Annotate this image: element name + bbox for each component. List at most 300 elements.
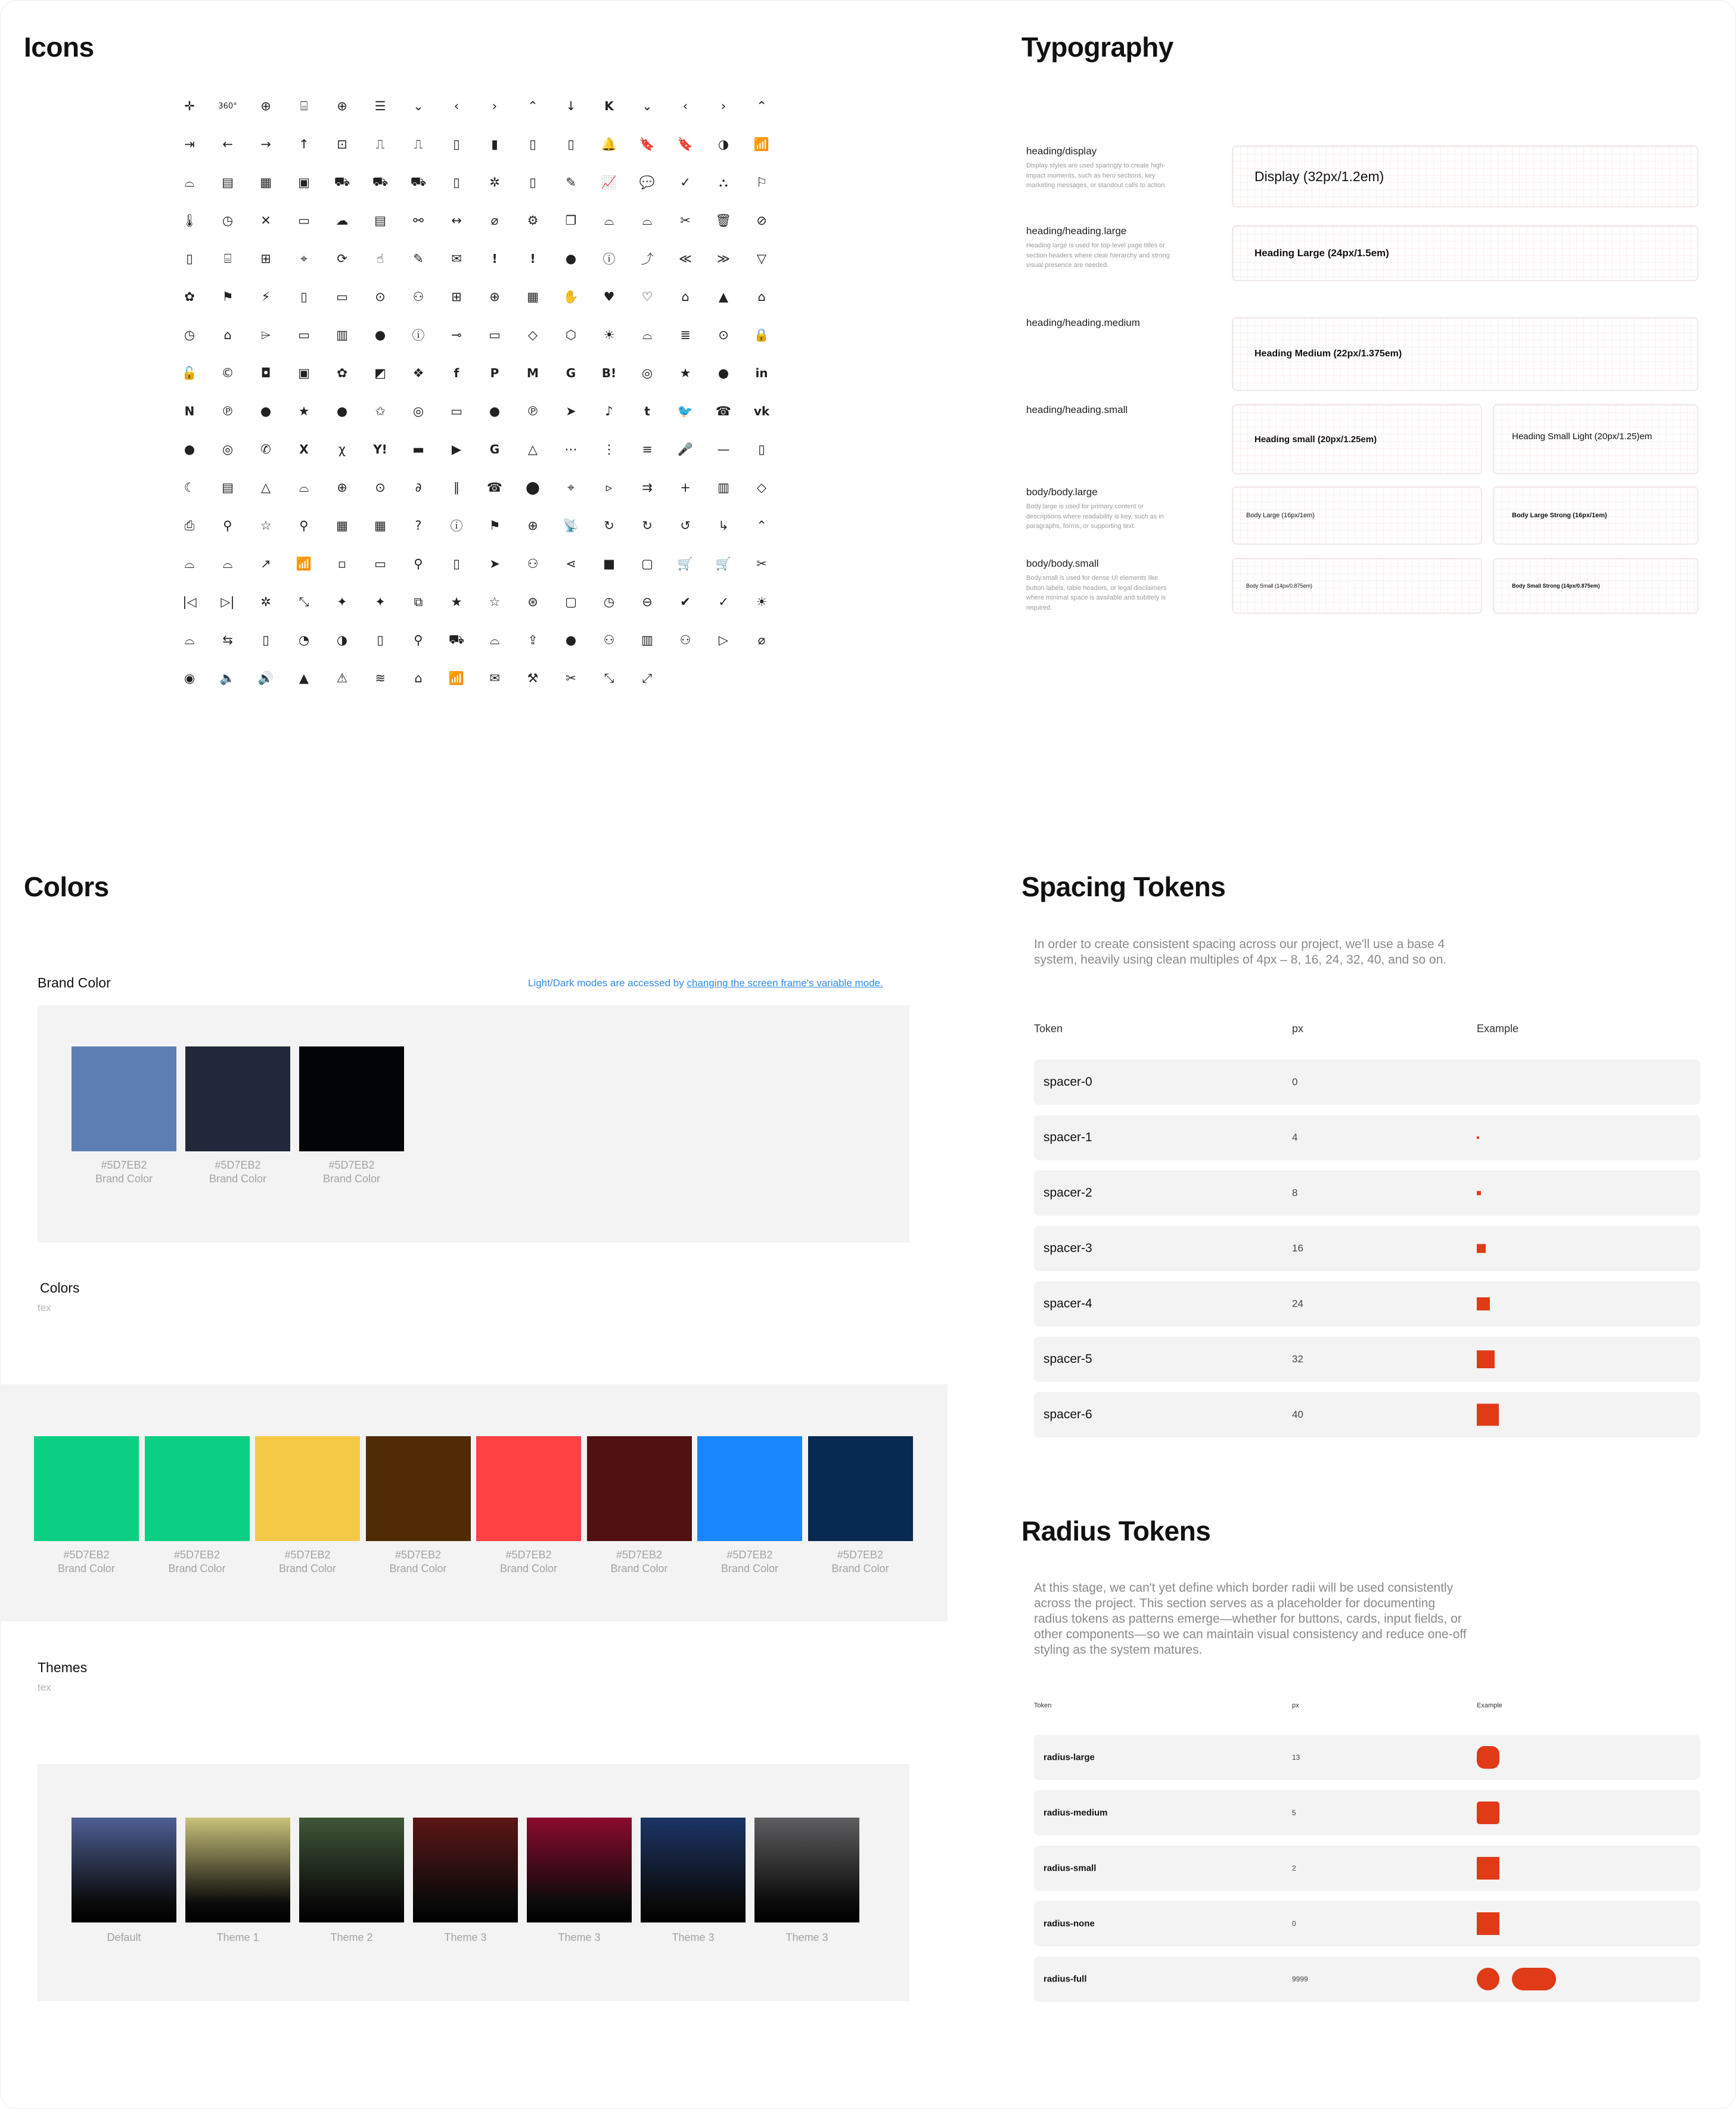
icon-glyph[interactable]: ▯ [453, 175, 460, 190]
token-name: spacer-0 [1044, 1075, 1092, 1089]
icon-glyph[interactable]: ✋ [563, 289, 579, 304]
icon-glyph[interactable]: ☀ [756, 595, 768, 609]
icon-glyph[interactable]: ⌓ [489, 632, 500, 647]
icon-glyph[interactable]: ⌂ [414, 671, 423, 685]
icon-glyph[interactable]: ▷ [718, 633, 729, 647]
icon-glyph[interactable]: ⤡ [604, 670, 614, 685]
icon-glyph[interactable]: ▭ [298, 328, 310, 342]
icon-glyph[interactable]: ⓘ [603, 252, 616, 266]
icon-glyph[interactable]: ! [530, 251, 536, 266]
icon-glyph[interactable]: ☆ [260, 518, 272, 533]
token-px: 9999 [1292, 1975, 1308, 1983]
spacing-example [1477, 1297, 1490, 1310]
theme-gradient [754, 1818, 859, 1922]
icon-glyph[interactable]: ↻ [604, 518, 614, 533]
icon-glyph[interactable]: 📶 [296, 556, 312, 571]
icon-glyph[interactable]: ▯ [529, 137, 536, 151]
icon-glyph[interactable]: ♥ [603, 290, 615, 304]
icon-glyph[interactable]: ⊕ [489, 290, 500, 304]
icon-glyph[interactable]: ✎ [566, 175, 576, 190]
spacing-example [1477, 1136, 1479, 1139]
icon-glyph[interactable]: ⚲ [414, 557, 423, 571]
icon-glyph[interactable]: ● [260, 404, 272, 418]
icon-glyph[interactable]: |◁ [182, 595, 197, 609]
icon-glyph[interactable]: ▯ [186, 251, 193, 266]
icon-glyph[interactable]: ● [718, 366, 729, 380]
icon-glyph[interactable]: ⚇ [527, 557, 539, 571]
icon-glyph[interactable]: ✿ [184, 290, 195, 304]
icon-glyph[interactable]: 🔒 [753, 327, 770, 342]
icon-glyph[interactable]: ⌓ [642, 213, 653, 228]
icon-glyph[interactable]: ☰ [374, 99, 386, 113]
swatch-hex: #5D7EB2 [837, 1549, 884, 1561]
icon-glyph[interactable]: ✓ [718, 595, 729, 609]
icon-glyph[interactable]: ▭ [451, 404, 462, 418]
icon-glyph[interactable]: ❐ [565, 213, 577, 228]
icon-glyph[interactable]: ⌂ [757, 290, 766, 304]
icon-glyph[interactable]: ✩ [375, 404, 386, 418]
icon-glyph[interactable]: ⚐ [756, 175, 768, 190]
swatch-color [34, 1436, 139, 1541]
icon-glyph[interactable]: ⚑ [222, 290, 234, 304]
icon-glyph[interactable]: ↔ [451, 213, 462, 228]
icon-glyph[interactable]: ✛ [184, 99, 195, 113]
icon-glyph[interactable]: ⌸ [223, 251, 232, 266]
icon-glyph[interactable]: ☎ [715, 404, 732, 418]
icon-glyph[interactable]: › [721, 99, 726, 113]
icon-glyph[interactable]: ✎ [413, 251, 424, 266]
icon-glyph[interactable]: → [260, 137, 271, 151]
palette-swatch [366, 1436, 471, 1576]
icon-glyph[interactable]: ⤡ [299, 594, 309, 609]
icon-glyph[interactable]: ⌖ [300, 251, 308, 266]
icon-glyph[interactable]: t [644, 404, 650, 418]
icon-glyph[interactable]: vk [753, 404, 770, 418]
icon-glyph[interactable]: ⊸ [451, 328, 462, 342]
theme-swatch[interactable] [754, 1818, 859, 1945]
typo-label [1026, 486, 1175, 532]
icon-glyph[interactable]: ▯ [529, 175, 536, 190]
icon-glyph[interactable]: ⌸ [300, 98, 308, 113]
icon-glyph[interactable]: ↓ [566, 99, 576, 113]
icon-glyph[interactable]: ℗ [526, 404, 539, 418]
icon-glyph[interactable]: ✂ [566, 671, 576, 685]
icon-glyph[interactable]: ✓ [680, 175, 691, 190]
icon-glyph[interactable]: ▦ [374, 518, 386, 533]
theme-swatch[interactable] [641, 1818, 746, 1945]
icon-glyph[interactable]: ▷| [221, 595, 235, 609]
icon-glyph[interactable]: 360° [218, 101, 237, 111]
icon-glyph[interactable]: ◎ [222, 442, 234, 456]
icon-glyph[interactable]: ⊖ [642, 595, 653, 609]
icon-glyph[interactable]: ≡ [642, 442, 653, 456]
swatch-name: Brand Color [389, 1563, 447, 1574]
spacing-example [1477, 1191, 1481, 1195]
icon-glyph[interactable]: ◉ [184, 671, 195, 685]
icon-glyph[interactable]: ⌓ [184, 175, 195, 190]
icon-glyph[interactable]: ▯ [377, 633, 384, 647]
icon-glyph[interactable]: ↻ [642, 518, 653, 533]
icon-glyph[interactable]: ▯ [453, 557, 460, 571]
icon-glyph[interactable]: ⚑ [489, 518, 501, 533]
icon-glyph[interactable]: ◇ [527, 328, 538, 342]
icon-glyph[interactable]: ◑ [718, 137, 729, 151]
icon-glyph[interactable]: 🔓 [181, 365, 198, 380]
icon-glyph[interactable]: ⌃ [527, 99, 538, 113]
icon-glyph[interactable]: ⊙ [718, 328, 729, 342]
icon-glyph[interactable]: ▢ [641, 557, 653, 571]
icon-glyph[interactable]: ◷ [603, 595, 615, 609]
icon-glyph[interactable]: ⚡ [261, 290, 271, 304]
icon-glyph[interactable]: ∥ [453, 480, 460, 495]
icon-glyph[interactable]: 🔈 [219, 670, 236, 685]
icon-glyph[interactable]: ⟳ [337, 251, 347, 266]
icon-glyph[interactable]: ▥ [718, 480, 729, 495]
icon-glyph[interactable]: 📡 [563, 518, 579, 533]
icon-glyph[interactable]: ⚙ [527, 213, 539, 228]
icon-glyph[interactable]: ⊕ [337, 480, 347, 495]
icon-glyph[interactable]: N [184, 404, 195, 418]
theme-swatch[interactable] [72, 1818, 176, 1945]
icon-glyph[interactable]: © [221, 366, 234, 380]
typo-style-desc: Heading large is used for top-level page titles or section headers where clear hierarchy and strong visual presence are needed. [1026, 242, 1170, 269]
icon-glyph[interactable]: ! [492, 251, 498, 266]
icon-glyph[interactable]: ▲ [718, 290, 729, 304]
icon-glyph[interactable]: ▦ [336, 518, 348, 533]
spacing-token-row [1034, 1170, 1700, 1216]
icon-glyph[interactable]: G [489, 442, 500, 456]
icon-glyph[interactable]: ⚲ [299, 518, 309, 533]
token-px: 0 [1292, 1076, 1298, 1088]
theme-name: Theme 3 [558, 1931, 601, 1943]
icon-glyph[interactable]: ⋮ [603, 442, 616, 456]
icon-glyph[interactable]: ✉ [451, 251, 462, 266]
icon-glyph[interactable]: 🛒 [715, 556, 732, 571]
icon-glyph[interactable]: ❖ [412, 366, 424, 380]
icon-glyph[interactable]: ➤ [489, 557, 500, 571]
icon-glyph[interactable]: ⇉ [642, 480, 653, 495]
icon-glyph[interactable]: 🐦 [677, 403, 694, 418]
icon-glyph[interactable]: ☆ [489, 595, 501, 609]
icon-glyph[interactable]: ➤ [566, 404, 576, 418]
icon-glyph[interactable]: ? [415, 518, 422, 533]
icon-glyph[interactable]: Y! [373, 442, 387, 456]
icon-glyph[interactable]: ▭ [336, 290, 348, 304]
icon-glyph[interactable]: ⤴ [641, 252, 654, 266]
icon-glyph[interactable]: ▢ [565, 595, 577, 609]
icon-glyph[interactable]: › [492, 99, 498, 113]
icon-glyph[interactable]: ▫ [337, 557, 347, 571]
swatch-hex: #5D7EB2 [173, 1549, 221, 1561]
icon-glyph[interactable]: ⇆ [222, 633, 233, 647]
icon-glyph[interactable]: ▯ [567, 137, 574, 151]
icon-glyph[interactable]: ⌃ [756, 99, 767, 113]
icon-glyph[interactable]: ✔ [680, 595, 691, 609]
mode-note [528, 977, 883, 989]
icon-glyph[interactable]: ★ [679, 366, 691, 380]
icon-glyph[interactable]: ℗ [221, 404, 234, 418]
swatch-hex: #5D7EB2 [328, 1159, 375, 1171]
icon-glyph[interactable]: ⌂ [681, 290, 690, 304]
icon-glyph[interactable]: ⌖ [567, 480, 574, 495]
icon-glyph[interactable]: — [717, 442, 730, 456]
typo-sample-body-small-strong: Body Small Strong (14px/0.875em) [1493, 558, 1698, 614]
icon-glyph[interactable]: ◷ [222, 213, 234, 228]
icon-glyph[interactable]: ◔ [298, 633, 310, 647]
icon-glyph[interactable]: △ [527, 442, 538, 456]
theme-gradient [527, 1818, 632, 1922]
icon-glyph[interactable]: ⓘ [412, 328, 425, 343]
icon-glyph[interactable]: ● [374, 328, 386, 342]
icon-glyph[interactable]: ● [184, 442, 195, 456]
icon-glyph[interactable]: ✲ [260, 595, 271, 609]
icon-glyph[interactable]: ⎍ [375, 136, 385, 151]
icon-glyph[interactable]: 🌡 [181, 213, 198, 228]
icon-glyph[interactable]: ⊙ [375, 290, 386, 304]
radius-col-px: px [1292, 1702, 1299, 1709]
theme-swatch[interactable] [185, 1818, 290, 1945]
icon-glyph[interactable]: ⛟ [372, 174, 389, 189]
spacing-example [1477, 1404, 1499, 1426]
icon-glyph[interactable]: ‹ [454, 99, 459, 113]
icon-glyph[interactable]: ≋ [375, 671, 386, 685]
icon-glyph[interactable]: ▭ [298, 213, 310, 228]
icon-glyph[interactable]: + [680, 480, 691, 495]
icon-glyph[interactable]: ▬ [412, 442, 424, 456]
icon-glyph[interactable]: ▥ [336, 328, 348, 342]
swatch-name: Brand Color [278, 1563, 337, 1574]
icon-glyph[interactable]: ✿ [337, 366, 347, 380]
icon-glyph[interactable]: ● [336, 404, 348, 418]
icon-glyph[interactable]: △ [260, 480, 271, 495]
icon-glyph[interactable]: X [299, 442, 309, 456]
icon-glyph[interactable]: ✉ [489, 671, 500, 685]
icon-glyph[interactable]: ‹ [682, 99, 688, 113]
icon-glyph[interactable]: ▤ [222, 175, 234, 190]
icon-glyph[interactable]: 🎤 [677, 442, 694, 456]
icon-glyph[interactable]: ⌓ [604, 213, 614, 228]
icon-glyph[interactable]: ♪ [605, 404, 613, 418]
icon-glyph[interactable]: ♡ [641, 290, 653, 304]
icon-glyph[interactable]: ⌄ [642, 99, 653, 113]
icon-glyph[interactable]: ⋯ [564, 442, 577, 456]
icon-glyph[interactable]: ◘ [260, 366, 271, 380]
icon-glyph[interactable]: ≣ [680, 328, 691, 342]
icon-glyph[interactable]: ☾ [184, 480, 195, 495]
icon-glyph[interactable]: ∂ [415, 480, 422, 495]
token-name: spacer-4 [1044, 1297, 1092, 1310]
icon-glyph[interactable]: χ [338, 442, 346, 456]
icon-glyph[interactable]: ⌓ [222, 556, 233, 571]
icon-glyph[interactable]: ⊘ [756, 213, 767, 228]
icon-glyph[interactable]: ☎ [486, 480, 503, 495]
icon-glyph[interactable]: ⚠ [336, 671, 348, 685]
icon-glyph[interactable]: ✆ [260, 442, 271, 456]
icon-glyph[interactable]: ▦ [260, 175, 272, 190]
icon-glyph[interactable]: ▹ [605, 480, 613, 495]
radius-col-token: Token [1034, 1702, 1052, 1709]
icon-glyph[interactable]: 🔖 [639, 136, 656, 151]
icon-glyph[interactable]: ⊕ [260, 99, 271, 113]
icon-glyph[interactable]: in [755, 366, 768, 380]
icon-glyph[interactable]: ⚇ [679, 633, 691, 647]
icon-glyph[interactable]: ⌓ [184, 632, 195, 647]
icon-glyph[interactable]: ⛬ [719, 175, 728, 190]
icon-glyph[interactable]: 🔔 [601, 136, 617, 151]
icon-glyph[interactable]: ★ [451, 595, 462, 609]
icon-glyph[interactable]: ✂ [680, 213, 691, 228]
icon-glyph[interactable]: ■ [603, 557, 615, 571]
icon-grid [170, 87, 781, 697]
icon-glyph[interactable]: ⊡ [337, 137, 347, 151]
icon-glyph[interactable]: ✕ [260, 213, 271, 228]
theme-swatch[interactable] [527, 1818, 632, 1945]
icon-glyph[interactable]: ⎙ [184, 518, 195, 533]
icon-glyph[interactable]: ● [565, 251, 577, 266]
icon-glyph[interactable]: ▤ [374, 213, 386, 228]
icon-glyph[interactable]: 🔖 [677, 136, 694, 151]
icon-glyph[interactable]: M [527, 366, 539, 380]
icon-glyph[interactable]: ⌄ [413, 99, 424, 113]
token-px: 2 [1292, 1864, 1296, 1872]
icon-glyph[interactable]: ⌃ [756, 518, 767, 533]
icon-glyph[interactable]: ✦ [337, 595, 347, 609]
icon-glyph[interactable]: ▶ [451, 442, 462, 456]
radius-token-row [1034, 1956, 1700, 2002]
icon-glyph[interactable]: ✲ [489, 175, 500, 190]
icon-glyph[interactable]: ⛟ [410, 174, 427, 189]
icon-glyph[interactable]: ↗ [260, 557, 271, 571]
icon-glyph[interactable]: ⌓ [299, 480, 309, 495]
icon-glyph[interactable]: ⊕ [527, 518, 538, 533]
icon-glyph[interactable]: ← [222, 137, 233, 151]
icon-glyph[interactable]: B! [601, 366, 617, 380]
icon-glyph[interactable]: ⌀ [757, 633, 766, 647]
icon-glyph[interactable]: ◇ [756, 480, 767, 495]
icon-glyph[interactable]: ≫ [717, 251, 730, 266]
icon-glyph[interactable]: ↑ [299, 137, 309, 151]
icon-glyph[interactable]: ⚒ [527, 671, 539, 685]
icon-glyph[interactable]: ⚇ [412, 290, 424, 304]
icon-glyph[interactable]: G [566, 366, 576, 380]
icon-glyph[interactable]: ↺ [680, 518, 691, 533]
icon-glyph[interactable]: ◎ [641, 366, 653, 380]
icon-glyph[interactable]: 📶 [448, 670, 465, 685]
icon-glyph[interactable]: ⌓ [184, 556, 195, 571]
icon-glyph[interactable]: ⋖ [566, 557, 576, 571]
icon-glyph[interactable]: ⇥ [184, 137, 195, 151]
icon-glyph[interactable]: ⛟ [448, 632, 465, 647]
icon-glyph[interactable]: ⤢ [642, 670, 653, 685]
icon-glyph[interactable]: ✂ [756, 557, 767, 571]
icon-glyph[interactable]: ⧉ [414, 594, 423, 609]
icon-glyph[interactable]: ▤ [222, 480, 234, 495]
theme-swatch[interactable] [413, 1818, 518, 1945]
icon-glyph[interactable]: 💬 [639, 175, 656, 190]
icon-glyph[interactable]: ◩ [374, 366, 386, 380]
icon-glyph[interactable]: ▮ [491, 137, 498, 151]
icon-glyph[interactable]: 📶 [753, 136, 770, 151]
icon-glyph[interactable]: ▯ [758, 442, 765, 456]
icon-glyph[interactable]: ≪ [679, 251, 692, 266]
icon-glyph[interactable]: ⎍ [414, 136, 423, 151]
icon-glyph[interactable]: ▣ [298, 175, 310, 190]
icon-glyph[interactable]: ⊕ [337, 99, 347, 113]
icon-glyph[interactable]: ▯ [300, 290, 308, 304]
icon-glyph[interactable]: ★ [298, 404, 310, 418]
icon-glyph[interactable]: 📈 [601, 175, 617, 190]
icon-glyph[interactable]: ☀ [603, 328, 615, 342]
icon-glyph[interactable]: ▲ [299, 671, 309, 685]
icon-glyph[interactable]: ⇪ [527, 633, 538, 647]
token-name: radius-small [1044, 1863, 1097, 1874]
icon-glyph[interactable]: 🗑 [715, 213, 732, 228]
icon-glyph[interactable]: ▯ [262, 633, 269, 647]
icon-glyph[interactable]: ⊛ [527, 595, 538, 609]
icon-glyph[interactable]: ↳ [718, 518, 729, 533]
icon-glyph[interactable]: ▥ [641, 633, 653, 647]
icon-glyph[interactable]: ⌲ [260, 327, 271, 342]
radius-example [1477, 1801, 1499, 1824]
icon-glyph[interactable]: ⌓ [642, 327, 653, 342]
icon-glyph[interactable]: ⚯ [413, 213, 424, 228]
theme-name: Theme 3 [444, 1931, 487, 1943]
swatch-name: Brand Color [499, 1563, 558, 1574]
icon-glyph[interactable]: 🔊 [257, 670, 274, 685]
icon-glyph[interactable]: ⛟ [334, 174, 350, 189]
icon-glyph[interactable]: ▦ [527, 290, 539, 304]
theme-gradient [641, 1818, 746, 1922]
icon-glyph[interactable]: ⚇ [603, 633, 615, 647]
icon-glyph[interactable]: ✦ [375, 595, 386, 609]
icon-glyph[interactable]: ⚲ [223, 518, 232, 533]
theme-swatch[interactable] [299, 1818, 404, 1945]
icon-glyph[interactable]: ⓘ [450, 519, 463, 533]
mode-note-link[interactable]: changing the screen frame's variable mode. [687, 977, 883, 989]
icon-glyph[interactable]: 🛒 [677, 556, 694, 571]
icon-glyph[interactable]: ⊙ [375, 480, 386, 495]
icon-glyph[interactable]: ⊞ [260, 251, 271, 266]
icon-glyph[interactable]: ◑ [336, 633, 348, 647]
icon-glyph[interactable]: ⌀ [490, 213, 499, 228]
icon-glyph[interactable]: ☝ [376, 251, 384, 266]
icon-glyph[interactable]: ▣ [298, 366, 310, 380]
icon-glyph[interactable]: ◷ [184, 328, 195, 342]
icon-glyph[interactable]: ◎ [412, 404, 424, 418]
typo-row-heading-medium [1026, 317, 1698, 391]
icon-glyph[interactable]: ⌂ [223, 328, 232, 342]
icon-glyph[interactable]: ▭ [489, 328, 501, 342]
icon-glyph[interactable]: ● [489, 404, 501, 418]
icon-glyph[interactable]: P [490, 366, 499, 380]
swatch-hex: #5D7EB2 [616, 1549, 663, 1561]
icon-glyph[interactable]: ▯ [453, 137, 460, 151]
icon-glyph[interactable]: ▽ [756, 251, 767, 266]
swatch-name: Brand Color [95, 1173, 153, 1185]
icon-glyph[interactable]: ⬡ [565, 328, 577, 342]
icon-glyph[interactable]: K [604, 99, 614, 113]
token-name: radius-large [1044, 1752, 1095, 1763]
swatch-name: Brand Color [209, 1173, 267, 1185]
swatch-name: Brand Color [610, 1563, 668, 1574]
icon-glyph[interactable]: ⚲ [414, 633, 423, 647]
icon-glyph[interactable]: ⊞ [451, 290, 462, 304]
icon-glyph[interactable]: ⬤ [526, 480, 540, 495]
icon-glyph[interactable]: ▭ [374, 557, 386, 571]
icon-glyph[interactable]: f [454, 366, 459, 380]
icon-glyph[interactable]: ● [565, 633, 577, 647]
icon-glyph[interactable]: ☁ [336, 213, 349, 228]
